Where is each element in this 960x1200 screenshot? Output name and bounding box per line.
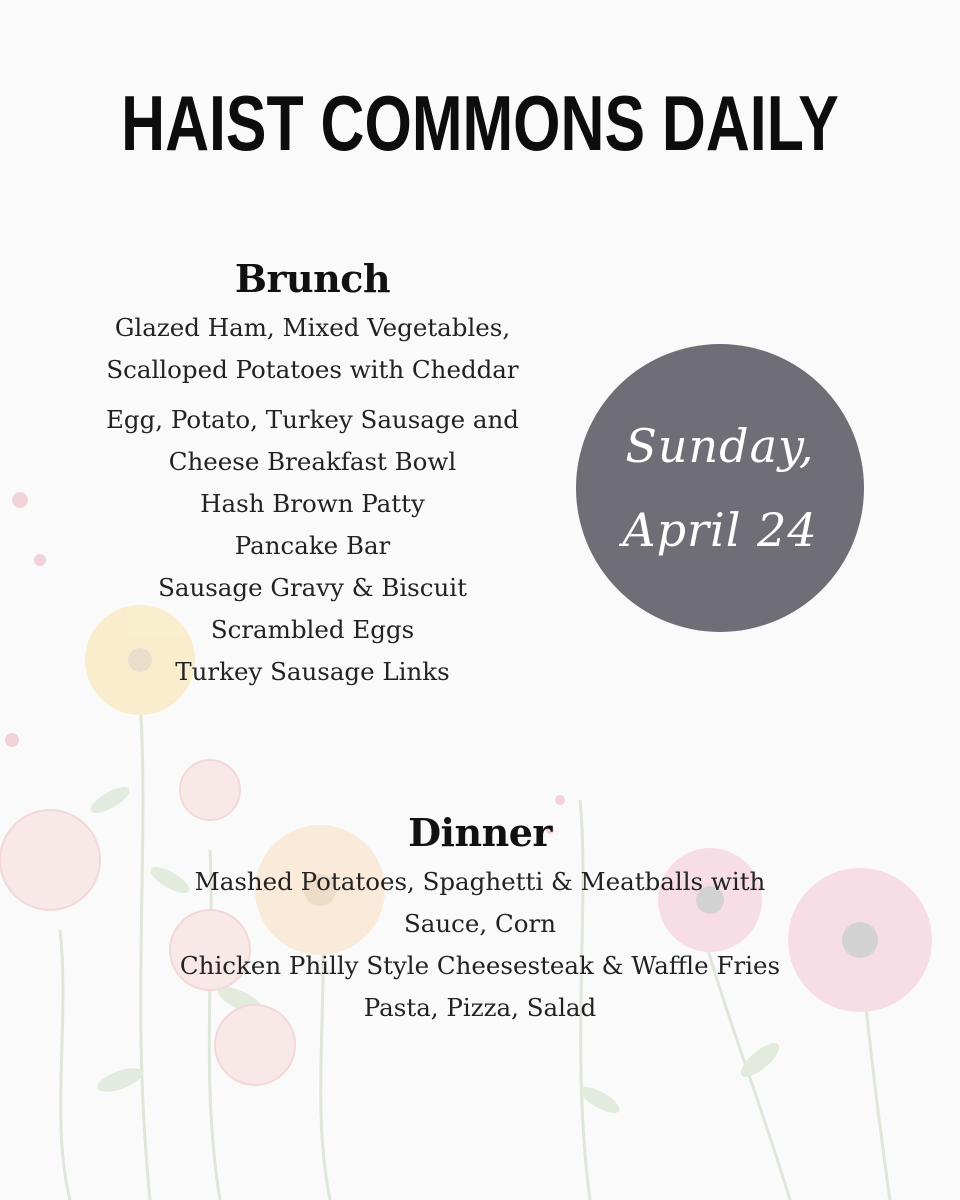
brunch-heading: Brunch xyxy=(234,256,391,301)
menu-item: Hash Brown Patty xyxy=(200,489,425,518)
menu-item: Glazed Ham, Mixed Vegetables, Scalloped Potatoes with Cheddar xyxy=(106,313,519,384)
date-day: Sunday, xyxy=(625,419,815,473)
page-title: HAIST COMMONS DAILY xyxy=(121,79,839,167)
dinner-section xyxy=(120,810,840,1029)
menu-item: Sausage Gravy & Biscuit xyxy=(158,573,467,602)
date-badge xyxy=(576,344,864,632)
brunch-section xyxy=(60,256,565,693)
menu-item: Turkey Sausage Links xyxy=(175,657,450,686)
menu-item: Egg, Potato, Turkey Sausage and Cheese Breakfast Bowl xyxy=(106,405,519,476)
menu-item: Pasta, Pizza, Salad xyxy=(363,993,597,1022)
menu-item: Pancake Bar xyxy=(234,531,391,560)
dinner-heading: Dinner xyxy=(408,810,552,855)
date-date: April 24 xyxy=(622,503,818,557)
menu-item: Scrambled Eggs xyxy=(210,615,415,644)
menu-item: Chicken Philly Style Cheesesteak & Waffle Fries xyxy=(179,951,781,980)
menu-item: Mashed Potatoes, Spaghetti & Meatballs with Sauce, Corn xyxy=(194,867,766,938)
